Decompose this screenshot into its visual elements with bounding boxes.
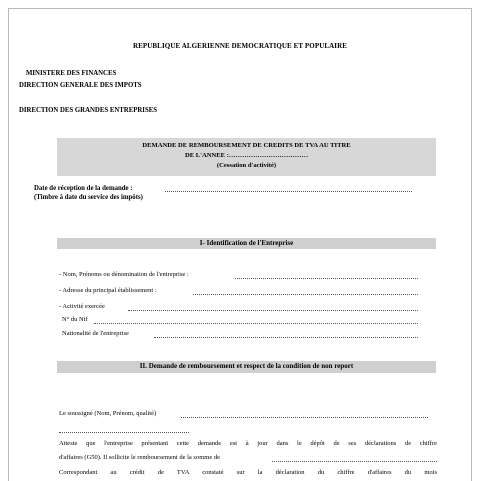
field-name-row [59, 271, 189, 278]
field-address-input[interactable] [193, 294, 418, 295]
direction-generale-label: DIRECTION GENERALE DES IMPOTS [19, 82, 142, 89]
field-activity-label: - Activité exercée [59, 303, 105, 310]
field-nif-row [62, 316, 88, 323]
field-address-label: - Adresse du principal établissement : [59, 287, 157, 294]
field-name-input[interactable] [235, 278, 418, 279]
field-activity-row [59, 303, 105, 310]
title-line-1: DEMANDE DE REMBOURSEMENT DE CREDITS DE TVA AU TITRE [142, 142, 351, 149]
soussigne-label: Le soussigné (Nom, Prénom, qualité) [59, 410, 157, 417]
field-nationality-label: Nationalité de l'entreprise [62, 330, 129, 337]
section-1-title: I- Identification de l'Entreprise [199, 239, 294, 247]
reception-date-field[interactable] [165, 191, 412, 192]
attestation-line-3: Correspondant au crédit de TVA constaté sur la déclaration du chiffre d'affaires du mois [59, 469, 437, 476]
field-nif-label: N° du Nif [62, 316, 88, 323]
reception-date-label: Date de réception de la demande : [34, 185, 133, 192]
title-line-2: DE L'ANNEE :……………………………… [184, 152, 309, 159]
attestation-line-2: d'affaires (G50). Il sollicite le remboursement de la somme de [59, 454, 220, 461]
section-2-title: II. Demande de remboursement et respect de la condition de non report [139, 362, 354, 370]
field-nif-input[interactable] [94, 323, 418, 324]
section-1-header [57, 238, 436, 249]
field-activity-input[interactable] [128, 310, 418, 311]
stamp-label: (Timbre à date du service des impôts) [34, 194, 143, 201]
field-nationality-row [62, 330, 129, 337]
republic-header: REPUBLIQUE ALGERIENNE DEMOCRATIQUE ET POPULAIRE [132, 42, 348, 50]
document-page [8, 8, 472, 481]
attestation-line-1: Atteste que l'entreprise présentant cette demande est à jour dans le dépôt de ses déclarations de chiffre [59, 440, 437, 447]
field-name-label: - Nom, Prénoms ou dénomination de l'entreprise : [59, 271, 189, 278]
soussigne-input[interactable] [181, 417, 428, 418]
field-address-row [59, 287, 157, 294]
section-2-header [57, 361, 436, 373]
direction-entreprises-label: DIRECTION DES GRANDES ENTREPRISES [19, 107, 158, 114]
soussigne-input-continued[interactable] [59, 432, 189, 433]
ministry-label: MINISTERE DES FINANCES [26, 70, 117, 77]
amount-input[interactable] [272, 461, 437, 462]
title-box [57, 138, 436, 176]
title-line-3: (Cessation d'activité) [216, 162, 277, 169]
field-nationality-input[interactable] [154, 337, 418, 338]
